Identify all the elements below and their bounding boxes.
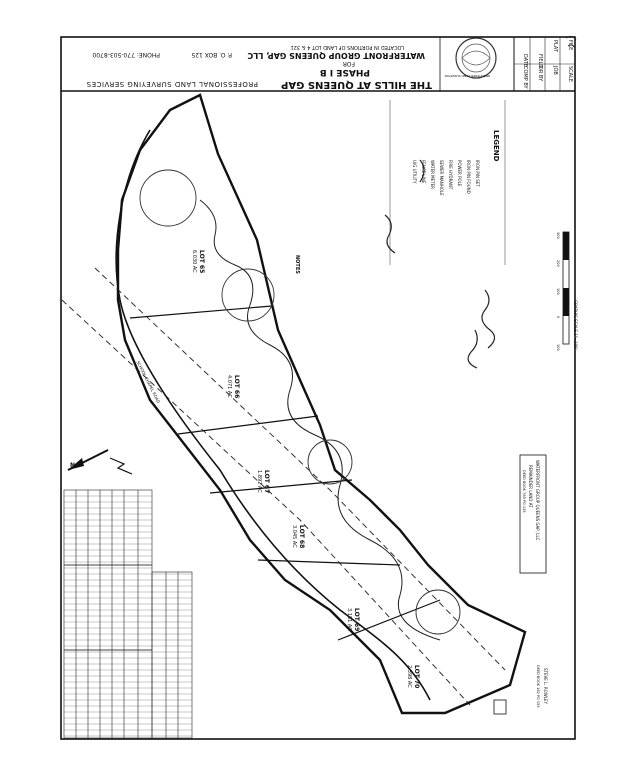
scale-caption: GRAPHIC SCALE 1"=100' [573, 300, 578, 350]
legend-item: POWER POLE [457, 160, 462, 187]
lot-name: LOT 65 [198, 250, 205, 274]
info-plat-label: PLAT [552, 40, 558, 53]
legend-item: FIRE HYDRANT [448, 160, 453, 190]
adjoiner-owner: WATERFRONT GROUP QUEENS GAP, LLC [535, 460, 540, 541]
scale-tick-label: 200 [556, 260, 560, 267]
info-job-label: JOB [552, 66, 558, 75]
road-label: SCHOOL CHAPEL ROAD [135, 360, 162, 404]
adjoiner-note: REMAINDER LAND AT [528, 465, 533, 508]
lot-name: LOT 66 [233, 375, 240, 399]
lot-area: 3.181 AC [346, 608, 352, 631]
phase-label: PHASE I B [319, 67, 370, 77]
info-field-label: FIELD [537, 54, 543, 69]
project-title: THE HILLS AT QUEENS GAP [281, 79, 432, 90]
lot-area: 2.398 AC [406, 665, 412, 688]
legend-item: IRON PIN SET [475, 160, 480, 187]
curve-table-rows [64, 496, 192, 736]
for-label: FOR [342, 60, 355, 67]
lot-name: LOT 69 [353, 608, 360, 632]
location-text: LOCATED IN PORTIONS OF LAND LOT 4 & 321 [290, 44, 404, 50]
lot-area: 6.030 AC [191, 250, 197, 273]
road-centerline [116, 130, 430, 700]
info-file-label: FILE [567, 40, 573, 51]
client-name: WATERFRONT GROUP QUEENS GAP, LLC [247, 51, 425, 60]
lot-area: 4.071 AC [226, 375, 232, 398]
legend-item: U/G UTILITY [412, 160, 417, 184]
surveyor-signature [385, 160, 424, 253]
adjoiner-name2: STEVE L. ROWLEY [543, 668, 548, 704]
creek-line [200, 200, 440, 640]
adjoiner-deed: DEED BOOK 785 PG 135 [522, 470, 526, 513]
graphic-scale-bar [563, 232, 569, 344]
info-date-label: DATE [522, 54, 528, 68]
lot-name: LOT 68 [298, 525, 305, 549]
north-label: N [70, 462, 76, 469]
info-dr-label: DR BY [537, 66, 543, 82]
sheet-ref-box [494, 700, 506, 714]
info-scale-label: SCALE [567, 66, 573, 83]
adjoiner-deed2: DEED BOOK 182 PG 155 [536, 665, 540, 708]
lot-area: 1.892 AC [256, 470, 262, 493]
lot-name: LOT 67 [263, 470, 270, 494]
scale-tick-label: 100 [556, 344, 560, 351]
setback-circles [140, 170, 460, 634]
po-box: P. O. BOX 125 [191, 51, 232, 58]
curve-data-tables [64, 490, 192, 738]
surveyor-name: PROFESSIONAL LAND SURVEYING SERVICES [86, 80, 258, 88]
legend-item: SEWER MANHOLE [439, 160, 444, 196]
scale-tick-label: 0 [556, 316, 560, 319]
legend-item: IRON PIN FOUND [466, 160, 471, 194]
scale-tick-label: 100 [556, 288, 560, 295]
north-arrow [68, 450, 132, 474]
phone: PHONE: 770-503-8700 [92, 51, 160, 58]
lot-name: LOT 70 [413, 665, 420, 689]
scale-tick-label: 300 [556, 232, 560, 239]
legend-item: FENCE LINE [421, 160, 426, 184]
legend-title: LEGEND [492, 130, 500, 162]
seal-text: REGISTERED LAND SURVEYOR [444, 74, 490, 78]
legend-item: WATER METER [430, 160, 435, 189]
certification-signature [468, 290, 494, 368]
property-boundary [118, 95, 525, 713]
surveyor-seal [456, 38, 496, 78]
notes-title: NOTES [294, 255, 300, 274]
lot-area: 3.045 AC [291, 525, 297, 548]
info-comp-label: COMP BY [522, 66, 528, 89]
